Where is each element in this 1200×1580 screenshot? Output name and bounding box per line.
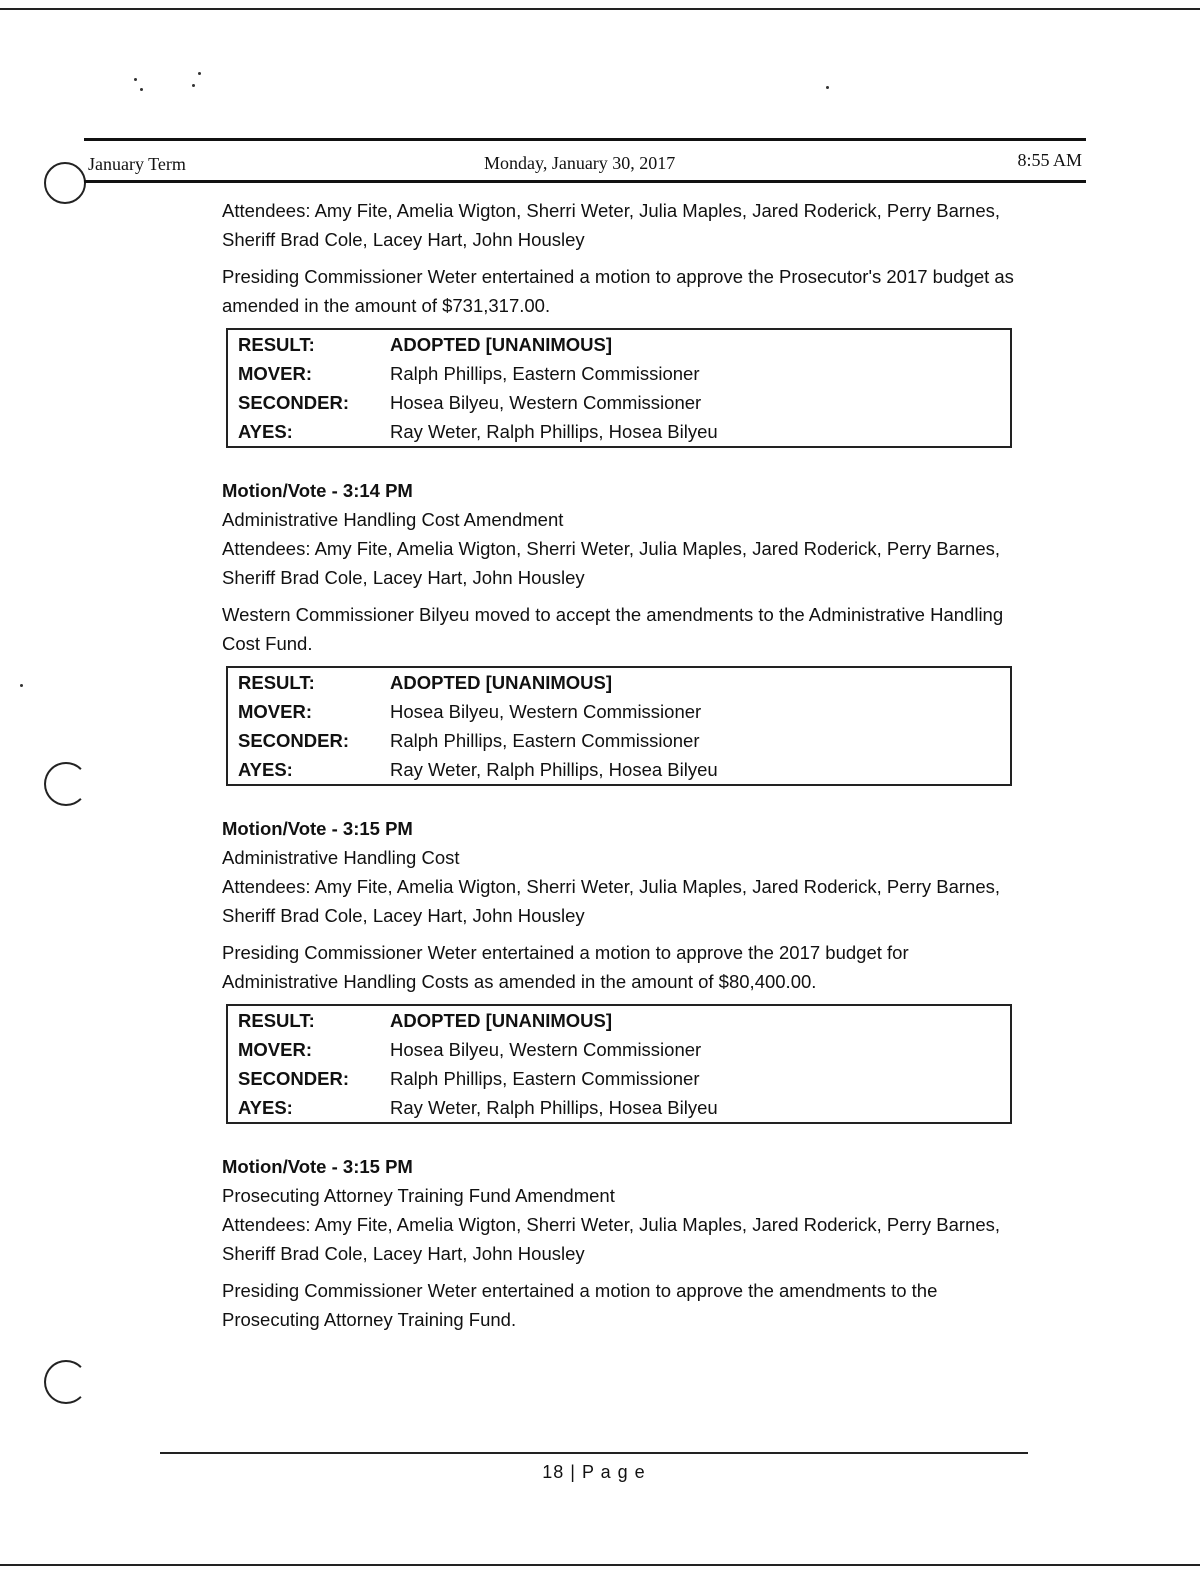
seconder-value: Ralph Phillips, Eastern Commissioner	[390, 1068, 700, 1089]
mover-label: MOVER:	[238, 1039, 312, 1060]
vote-table	[226, 1004, 1012, 1124]
vote-row-mover	[227, 1035, 1011, 1064]
motion-text: Presiding Commissioner Weter entertained a motion to approve the 2017 budget for Administrative Handling Costs as amended in the amount of $80,400.00.	[222, 942, 909, 992]
motion-heading: Motion/Vote - 3:15 PM	[222, 818, 413, 839]
seconder-value: Ralph Phillips, Eastern Commissioner	[390, 730, 700, 751]
punch-hole-bottom	[44, 1360, 88, 1404]
vote-row-result	[227, 1005, 1011, 1035]
motion-text: Western Commissioner Bilyeu moved to accept the amendments to the Administrative Handling Cost Fund.	[222, 604, 1004, 654]
scan-speck	[140, 88, 143, 91]
motion-section	[222, 814, 1022, 1124]
attendees-text: Attendees: Amy Fite, Amelia Wigton, Sherri Weter, Julia Maples, Jared Roderick, Perry Barnes, Sheriff Brad Cole, Lacey Hart, John Housley	[222, 200, 1001, 250]
motion-subject: Administrative Handling Cost	[222, 847, 460, 868]
seconder-value: Hosea Bilyeu, Western Commissioner	[390, 392, 702, 413]
vote-row-ayes	[227, 755, 1011, 785]
vote-row-seconder	[227, 726, 1011, 755]
result-value: ADOPTED [UNANIMOUS]	[390, 1010, 612, 1031]
seconder-label: SECONDER:	[238, 392, 350, 413]
result-value: ADOPTED [UNANIMOUS]	[390, 672, 612, 693]
intro-block	[222, 196, 1022, 448]
motion-heading: Motion/Vote - 3:15 PM	[222, 1156, 413, 1177]
mover-value: Hosea Bilyeu, Western Commissioner	[390, 701, 702, 722]
meeting-date: Monday, January 30, 2017	[484, 153, 676, 173]
ayes-label: AYES:	[238, 421, 293, 442]
motion-subject: Prosecuting Attorney Training Fund Amendment	[222, 1185, 615, 1206]
mover-label: MOVER:	[238, 363, 312, 384]
mover-label: MOVER:	[238, 701, 312, 722]
vote-table	[226, 328, 1012, 448]
vote-row-mover	[227, 697, 1011, 726]
attendees-text: Attendees: Amy Fite, Amelia Wigton, Sherri Weter, Julia Maples, Jared Roderick, Perry Barnes, Sheriff Brad Cole, Lacey Hart, John Housley	[222, 538, 1001, 588]
page-header	[84, 150, 1084, 176]
scan-edge-top	[0, 8, 1200, 10]
page-number: 18 | P a g e	[542, 1462, 646, 1482]
scan-speck	[134, 78, 137, 81]
motion-section	[222, 476, 1022, 786]
ayes-value: Ray Weter, Ralph Phillips, Hosea Bilyeu	[390, 1097, 718, 1118]
header-rule-bottom	[84, 180, 1086, 183]
scan-speck	[20, 684, 23, 687]
result-value: ADOPTED [UNANIMOUS]	[390, 334, 612, 355]
meeting-time: 8:55 AM	[1017, 150, 1082, 170]
header-rule-top	[84, 138, 1086, 141]
term-label: January Term	[88, 154, 186, 174]
vote-row-seconder	[227, 388, 1011, 417]
motion-heading: Motion/Vote - 3:14 PM	[222, 480, 413, 501]
ayes-value: Ray Weter, Ralph Phillips, Hosea Bilyeu	[390, 759, 718, 780]
attendees-text: Attendees: Amy Fite, Amelia Wigton, Sherri Weter, Julia Maples, Jared Roderick, Perry Barnes, Sheriff Brad Cole, Lacey Hart, John Housley	[222, 876, 1001, 926]
punch-hole-top	[44, 162, 86, 204]
footer-rule	[160, 1452, 1028, 1454]
ayes-value: Ray Weter, Ralph Phillips, Hosea Bilyeu	[390, 421, 718, 442]
scan-edge-bottom	[0, 1564, 1200, 1566]
motion-subject: Administrative Handling Cost Amendment	[222, 509, 564, 530]
ayes-label: AYES:	[238, 1097, 293, 1118]
vote-row-result	[227, 329, 1011, 359]
scan-speck	[198, 72, 201, 75]
motion-text: Presiding Commissioner Weter entertained a motion to approve the Prosecutor's 2017 budget as amended in the amount of $731,317.00.	[222, 266, 1014, 316]
mover-value: Hosea Bilyeu, Western Commissioner	[390, 1039, 702, 1060]
vote-table	[226, 666, 1012, 786]
seconder-label: SECONDER:	[238, 730, 350, 751]
vote-row-ayes	[227, 1093, 1011, 1123]
result-label: RESULT:	[238, 672, 315, 693]
motion-section	[222, 1152, 1022, 1334]
result-label: RESULT:	[238, 334, 315, 355]
scan-speck	[192, 84, 195, 87]
vote-row-mover	[227, 359, 1011, 388]
ayes-label: AYES:	[238, 759, 293, 780]
vote-row-result	[227, 667, 1011, 697]
result-label: RESULT:	[238, 1010, 315, 1031]
motion-text: Presiding Commissioner Weter entertained a motion to approve the amendments to the Prosecuting Attorney Training Fund.	[222, 1280, 938, 1330]
scan-speck	[826, 86, 829, 89]
vote-row-seconder	[227, 1064, 1011, 1093]
mover-value: Ralph Phillips, Eastern Commissioner	[390, 363, 700, 384]
vote-row-ayes	[227, 417, 1011, 447]
punch-hole-middle	[44, 762, 88, 806]
attendees-text: Attendees: Amy Fite, Amelia Wigton, Sherri Weter, Julia Maples, Jared Roderick, Perry Barnes, Sheriff Brad Cole, Lacey Hart, John Housley	[222, 1214, 1001, 1264]
minutes-body	[222, 196, 1022, 1334]
seconder-label: SECONDER:	[238, 1068, 350, 1089]
